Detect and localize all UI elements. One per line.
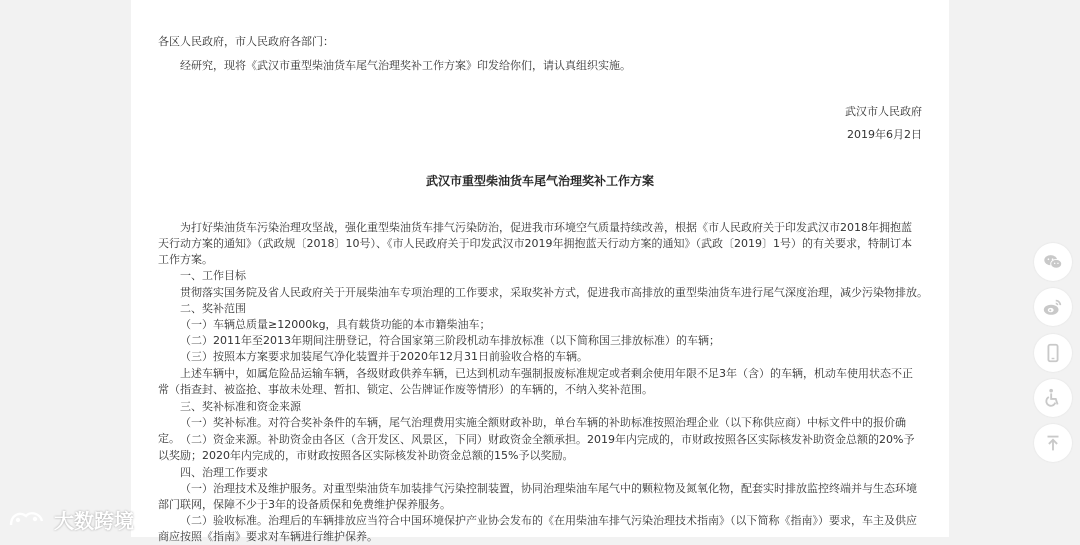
document-page <box>131 0 949 543</box>
section-heading-1: 一、工作目标 <box>180 269 246 282</box>
mobile-icon <box>1042 342 1064 364</box>
accessibility-icon <box>1042 387 1064 409</box>
mobile-version-button[interactable] <box>1034 334 1072 372</box>
section-3-item-2: （二）资金来源。补助资金由各区（含开发区、风景区，下同）财政资金全额承担。2019年内完成的，市财政按照各区实际核发补助资金总额的20%予以奖励；2020年内完成的，市财政按照各区实际核发补助资金总额的15%予以奖励。 <box>158 433 915 462</box>
section-1-text: 贯彻落实国务院及省人民政府关于开展柴油车专项治理的工作要求，采取奖补方式，促进我市高排放的重型柴油货车进行尾气深度治理，减少污染物排放。 <box>180 286 928 299</box>
section-heading-2: 二、奖补范围 <box>180 302 246 315</box>
accessibility-button[interactable] <box>1034 379 1072 417</box>
wechat-icon <box>1042 251 1064 273</box>
section-2-item-2: （二）2011年至2013年期间注册登记，符合国家第三阶段机动车排放标准（以下简称国三排放标准）的车辆； <box>180 334 720 347</box>
share-wechat-button[interactable] <box>1034 243 1072 281</box>
watermark-logo-icon <box>8 507 48 531</box>
watermark <box>8 505 134 533</box>
section-heading-3: 三、奖补标准和资金来源 <box>180 400 301 413</box>
weibo-icon <box>1042 296 1064 318</box>
section-4-item-2: （二）验收标准。治理后的车辆排放应当符合中国环境保护产业协会发布的《在用柴油车排气污染治理技术指南》（以下简称《指南》）要求，车主及供应商应按照《指南》要求对车辆进行维护保养。 <box>158 514 917 543</box>
document-title: 武汉市重型柴油货车尾气治理奖补工作方案 <box>425 174 654 188</box>
back-to-top-icon <box>1042 432 1064 454</box>
para-background: 为打好柴油货车污染治理攻坚战，强化重型柴油货车排气污染防治，促进我市环境空气质量持续改善，根据《市人民政府关于印发武汉市2018年拥抱蓝天行动方案的通知》（武政规〔2018〕10号）、《市人民政府关于印发武汉市2019年拥抱蓝天行动方案的通知》（武政〔2019〕1号）的有关要求，特制订本工作方案。 <box>158 221 912 266</box>
share-weibo-button[interactable] <box>1034 288 1072 326</box>
salutation: 各区人民政府，市人民政府各部门： <box>158 35 334 48</box>
section-2-text: 上述车辆中，如属危险品运输车辆，各级财政供养车辆，已达到机动车强制报废标准规定或者剩余使用年限不足3年（含）的车辆，机动车使用状态不正常（指查封、被盗抢、事故未处理、暂扣、锁定、公告牌证作废等情形）的车辆的，不纳入奖补范围。 <box>158 367 913 396</box>
watermark-text: 大数跨境 <box>54 508 134 533</box>
section-3-item-1: （一）奖补标准。对符合奖补条件的车辆，尾气治理费用实施全额财政补助，单台车辆的补助标准按照治理企业（以下称供应商）中标文件中的报价确定。 <box>158 416 906 445</box>
section-4-item-1: （一）治理技术及维护服务。对重型柴油货车加装排气污染控制装置，协同治理柴油车尾气中的颗粒物及氮氧化物，配套实时排放监控终端并与生态环境部门联网，保障不少于3年的设备质保和免费维护保养服务。 <box>158 482 917 511</box>
issue-date: 2019年6月2日 <box>847 128 922 141</box>
section-2-item-3: （三）按照本方案要求加装尾气净化装置并于2020年12月31日前验收合格的车辆。 <box>180 350 588 363</box>
back-to-top-button[interactable] <box>1034 424 1072 462</box>
issuer: 武汉市人民政府 <box>845 105 922 118</box>
section-2-item-1: （一）车辆总质量≥12000kg，具有载货功能的本市籍柴油车； <box>180 318 491 331</box>
section-heading-4: 四、治理工作要求 <box>180 466 268 479</box>
intro-paragraph: 经研究，现将《武汉市重型柴油货车尾气治理奖补工作方案》印发给你们，请认真组织实施。 <box>180 59 631 72</box>
